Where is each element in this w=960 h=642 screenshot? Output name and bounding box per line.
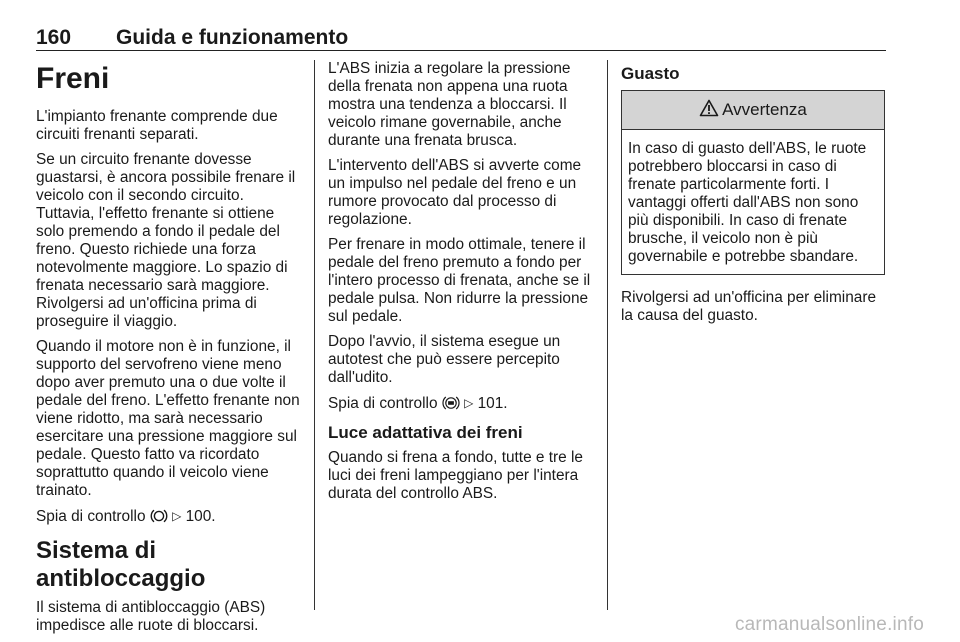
reference-line: [328, 394, 592, 416]
paragraph: Se un circuito frenante dovesse guastarsi, è ancora possibile frenare il veicolo con il secondo circuito. Tuttavia, l'effetto frenante si ottiene solo premendo a fondo il pedale del freno. Questo richiede una forza notevolmente maggiore. Lo spazio di frenata necessario sarà maggiore. Rivolgersi ad un'officina prima di proseguire il viaggio.: [36, 151, 296, 330]
paragraph: Quando si frena a fondo, tutte e tre le luci dei freni lampeggiano per l'intera durata del controllo ABS.: [328, 449, 583, 502]
warning-triangle-icon: [699, 99, 722, 121]
warning-header: [622, 91, 884, 130]
paragraph: Il sistema di antibloccaggio (ABS) impedisce alle ruote di bloccarsi.: [36, 599, 266, 634]
page-reference-arrow-icon: ▷: [172, 509, 182, 523]
warning-title: Avvertenza: [722, 100, 807, 119]
page-header: [36, 20, 886, 51]
warning-text: In caso di guasto dell'ABS, le ruote potrebbero bloccarsi in caso di frenate particolarmente forti. I vantaggi offerti dall'ABS non sono più disponibili. In caso di frenate brusche, il veicolo non è più governabile e potrebbe sbandare.: [628, 140, 867, 265]
column-divider: [607, 60, 608, 610]
abs-warning-icon: [442, 395, 460, 416]
watermark: carmanualsonline.info: [734, 614, 924, 635]
paragraph: Per frenare in modo ottimale, tenere il pedale del freno premuto a fondo per l'intero processo di frenata, anche se il pedale pulsa. Non ridurre la pressione sul pedale.: [328, 236, 591, 325]
column-left: [36, 60, 300, 642]
heading-freni: Freni: [36, 62, 110, 95]
reference-text: Spia di controllo: [36, 508, 146, 525]
section-title: Guida e funzionamento: [116, 26, 349, 49]
reference-page[interactable]: 101.: [477, 395, 508, 412]
paragraph: Dopo l'avvio, il sistema esegue un autotest che può essere percepito dall'udito.: [328, 333, 561, 386]
page-reference-arrow-icon: ▷: [464, 396, 474, 410]
reference-line: [36, 507, 300, 529]
warning-box: [621, 90, 885, 275]
column-right: [621, 60, 885, 332]
heading-luce-adattativa: Luce adattativa dei freni: [328, 423, 523, 442]
reference-text: Spia di controllo: [328, 395, 438, 412]
paragraph: Rivolgersi ad un'officina per eliminare la causa del guasto.: [621, 289, 877, 324]
paragraph: Quando il motore non è in funzione, il supporto del servofreno viene meno dopo aver premuto una o due volte il pedale del freno. L'effetto frenante non viene ridotto, ma sarà necessario esercitare una pressione maggiore sul pedale. Questo fatto va ricordato soprattutto quando il veicolo viene trainato.: [36, 338, 300, 499]
page-number: 160: [36, 26, 72, 49]
paragraph: L'impianto frenante comprende due circuiti frenanti separati.: [36, 108, 278, 143]
brake-warning-icon: [150, 508, 168, 529]
heading-sistema-antibloccaggio: Sistema di antibloccaggio: [36, 537, 206, 592]
heading-guasto: Guasto: [621, 64, 680, 83]
column-middle: [328, 60, 592, 510]
paragraph: L'intervento dell'ABS si avverte come un impulso nel pedale del freno e un rumore provocato dal processo di regolazione.: [328, 157, 582, 228]
column-divider: [314, 60, 315, 610]
paragraph: L'ABS inizia a regolare la pressione della frenata non appena una ruota mostra una tendenza a bloccarsi. Il veicolo rimane governabile, anche durante una frenata brusca.: [328, 60, 571, 149]
reference-page[interactable]: 100.: [185, 508, 216, 525]
